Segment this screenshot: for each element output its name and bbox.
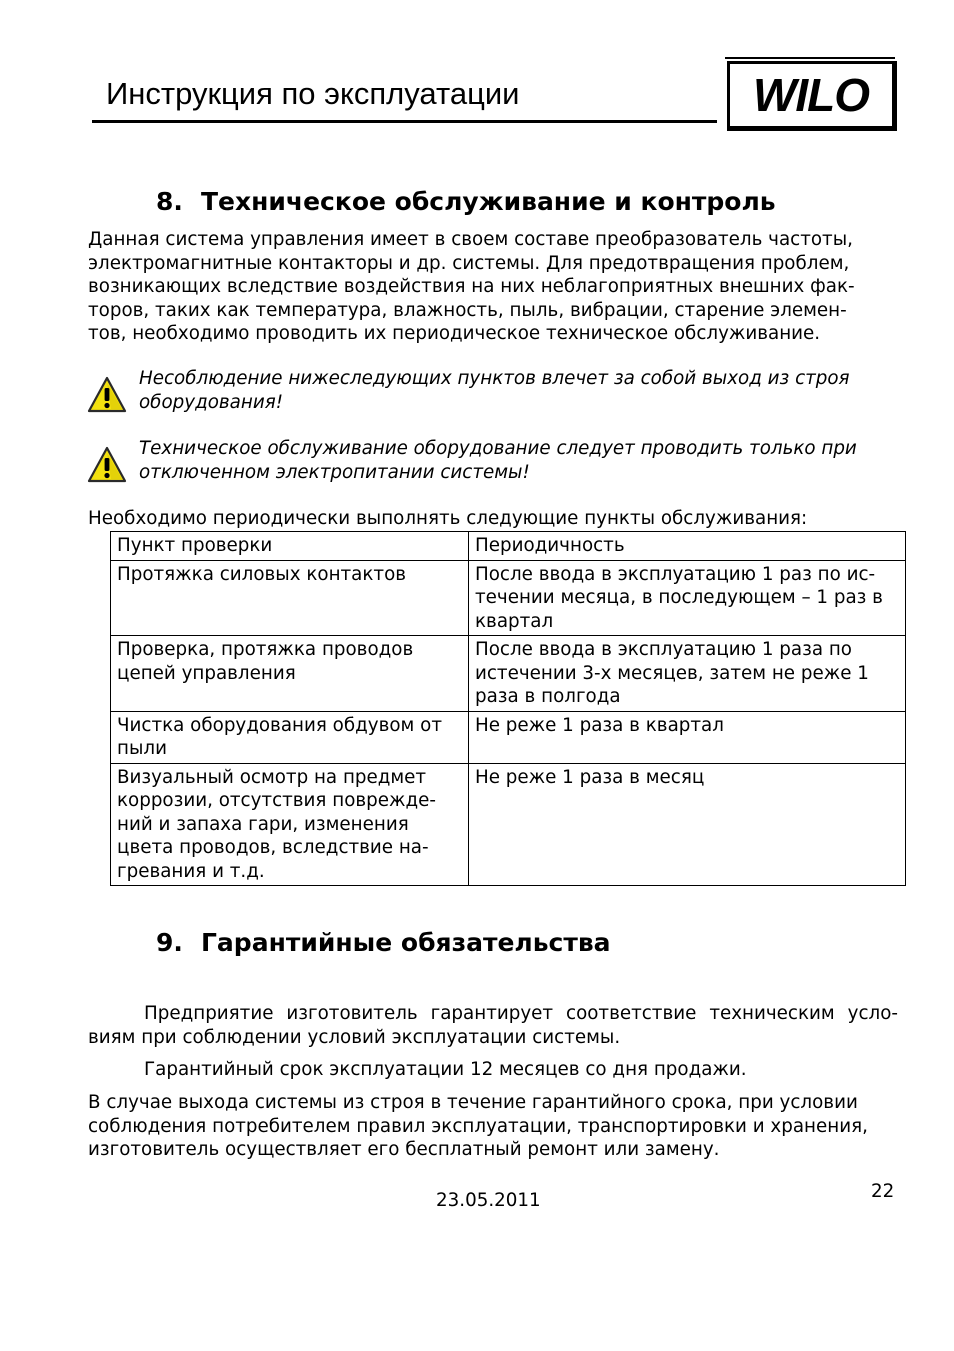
warning-1-line: Несоблюдение нижеследующих пунктов влечет за собой выход из строя [139, 368, 850, 389]
section-8-heading [156, 186, 776, 218]
table-row [111, 560, 906, 636]
table-cell-item [111, 636, 469, 712]
warranty-line: соблюдения потребителем правил эксплуатации, транспортировки и хранения, [88, 1115, 868, 1137]
cell-line: истечении 3-х месяцев, затем не реже 1 [475, 662, 869, 684]
section-8-intro [88, 228, 898, 346]
intro-line: возникающих вследствие воздействия на них неблагоприятных внешних фак- [88, 276, 855, 297]
cell-line: коррозии, отсутствия поврежде- [117, 790, 436, 811]
table-intro-text: Необходимо периодически выполнять следующие пункты обслуживания: [88, 508, 808, 529]
warning-triangle-icon [87, 445, 127, 485]
cell-line: Проверка, протяжка проводов [117, 639, 414, 660]
intro-line: электромагнитные контакторы и др. системы. Для предотвращения проблем, [88, 252, 850, 274]
document-title: Инструкция по эксплуатации [106, 76, 520, 111]
cell-line: течении месяца, в последующем – 1 раз в [475, 587, 883, 608]
cell-line: Чистка оборудования обдувом от [117, 714, 442, 736]
cell-line: После ввода в эксплуатацию 1 раза по [475, 639, 852, 660]
table-cell-period [469, 763, 906, 886]
cell-line: гревания и т.д. [117, 860, 265, 882]
warning-2 [87, 437, 897, 497]
section-9-number: 9. [156, 928, 183, 957]
section-8-title: Техническое обслуживание и контроль [201, 187, 776, 216]
cell-line: раза в полгода [475, 686, 621, 707]
maintenance-table [110, 531, 906, 886]
section-9-title: Гарантийные обязательства [201, 928, 611, 957]
cell-line: ний и запаха гари, изменения [117, 813, 409, 835]
warranty-line: виям при соблюдении условий эксплуатации системы. [88, 1026, 621, 1048]
table-cell-period [469, 636, 906, 712]
wilo-logo [727, 61, 897, 131]
logo-top-line [725, 57, 895, 59]
warning-1-line: оборудования! [139, 391, 284, 413]
table-intro [88, 507, 898, 531]
table-cell-item [111, 711, 469, 763]
warning-2-line: отключенном электропитании системы! [139, 461, 530, 483]
warranty-line: изготовитель осуществляет его бесплатный ремонт или замену. [88, 1139, 720, 1160]
cell-line: квартал [475, 610, 554, 632]
cell-line: цепей управления [117, 662, 296, 684]
page-number: 22 [871, 1181, 895, 1202]
intro-line: Данная система управления имеет в своем составе преобразователь частоты, [88, 229, 853, 250]
cell-line: После ввода в эксплуатацию 1 раз по ис- [475, 563, 876, 585]
table-cell-period [469, 711, 906, 763]
warning-2-line: Техническое обслуживание оборудование следует проводить только при [139, 438, 857, 459]
warranty-para-2 [88, 1058, 898, 1082]
table-row [111, 636, 906, 712]
cell-line: Не реже 1 раза в месяц [475, 766, 705, 788]
warranty-term: Гарантийный срок эксплуатации 12 месяцев со дня продажи. [144, 1059, 747, 1080]
warranty-line: В случае выхода системы из строя в течение гарантийного срока, при условии [88, 1092, 858, 1113]
section-9-heading [156, 927, 611, 959]
header-check-item: Пункт проверки [117, 535, 273, 556]
cell-line: Протяжка силовых контактов [117, 563, 407, 585]
warranty-para-1 [88, 1002, 898, 1049]
table-row [111, 763, 906, 886]
section-8-number: 8. [156, 187, 183, 216]
intro-line: тов, необходимо проводить их периодическое техническое обслуживание. [88, 323, 821, 344]
table-cell-item [111, 560, 469, 636]
table-cell-item [111, 763, 469, 886]
table-header-cell [469, 532, 906, 561]
wilo-logo-text: WILO [752, 69, 870, 121]
footer-date: 23.05.2011 [436, 1190, 541, 1211]
table-cell-period [469, 560, 906, 636]
header-periodicity: Периодичность [475, 535, 625, 556]
table-header-row [111, 532, 906, 561]
warning-1 [87, 367, 897, 427]
warranty-line: Предприятие изготовитель гарантирует соответствие техническим усло- [144, 1003, 898, 1024]
cell-line: Визуальный осмотр на предмет [117, 766, 427, 788]
warranty-para-3 [88, 1091, 898, 1162]
table-row [111, 711, 906, 763]
warning-triangle-icon [87, 375, 127, 415]
table-header-cell [111, 532, 469, 561]
intro-line: торов, таких как температура, влажность, пыль, вибрации, старение элемен- [88, 299, 847, 321]
header-rule [92, 120, 717, 123]
cell-line: пыли [117, 738, 167, 759]
cell-line: Не реже 1 раза в квартал [475, 714, 724, 736]
cell-line: цвета проводов, вследствие на- [117, 837, 429, 858]
